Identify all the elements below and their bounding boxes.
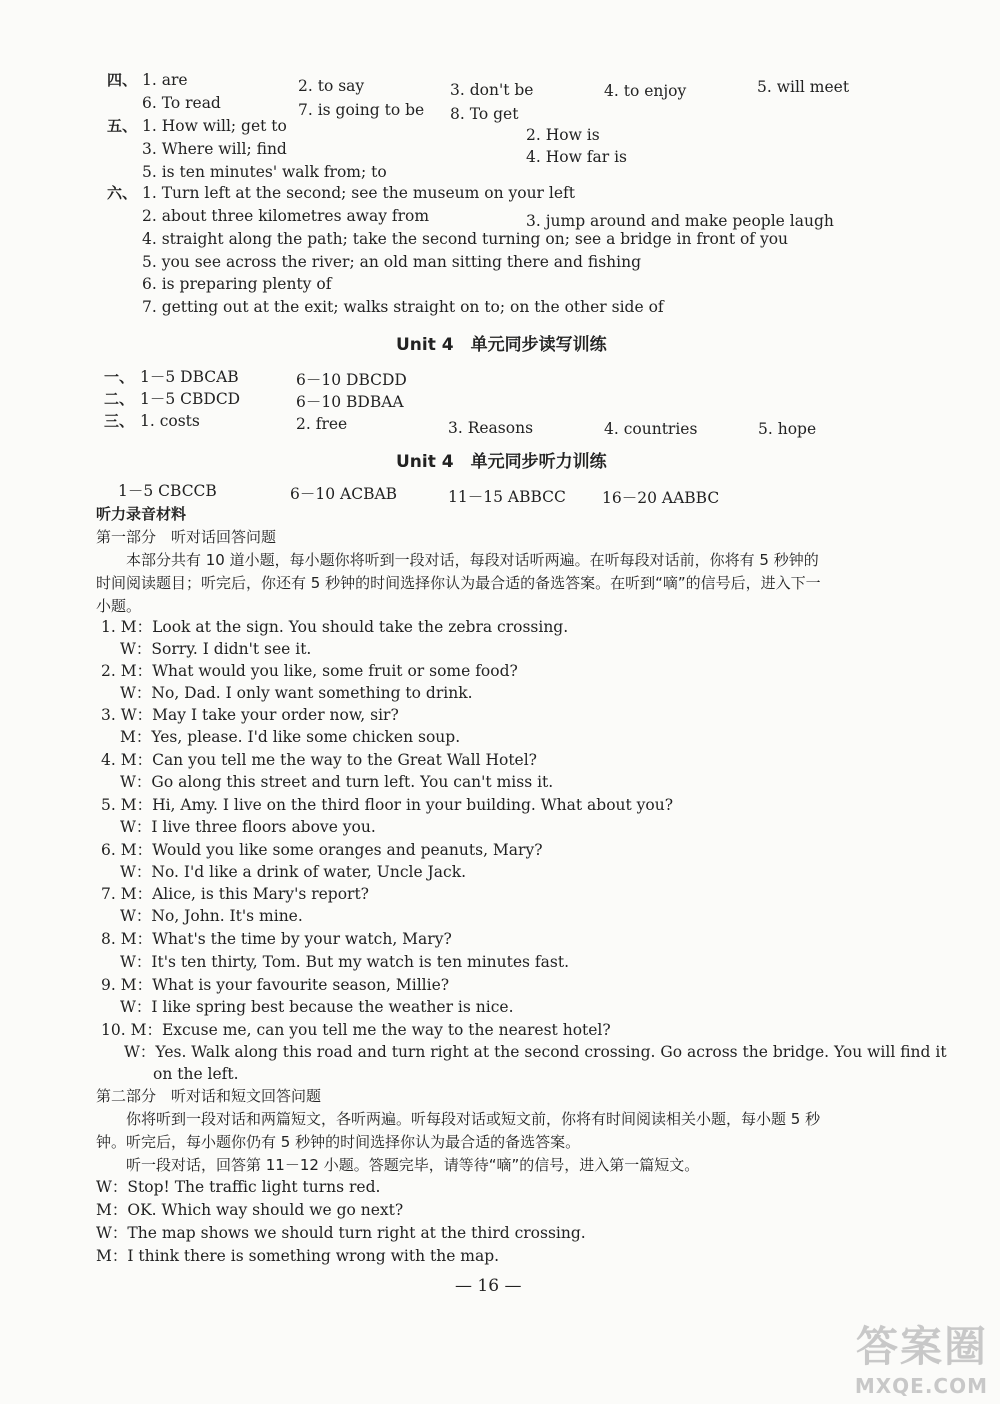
answer-4-6: 6. To read	[142, 94, 221, 112]
unit-ls-title: Unit 4 单元同步听力训练	[396, 452, 607, 472]
dialogue-line: on the left.	[153, 1065, 239, 1083]
answer-5-5: 5. is ten minutes' walk from; to	[142, 163, 387, 181]
answer-4-4: 4. to enjoy	[604, 82, 687, 100]
watermark-logo	[855, 1314, 988, 1398]
dialogue-line: W：It's ten thirty, Tom. But my watch is ten minutes fast.	[120, 953, 569, 971]
part-1-intro-line-2: 时间阅读题目；听完后，你还有 5 秒钟的时间选择你认为最合适的备选答案。在听到“嘀”的信号后，进入下一	[96, 574, 821, 592]
rw-answer-3-4: 4. countries	[604, 420, 698, 438]
material-title: 听力录音材料	[96, 505, 187, 523]
rw-answer-2-6-10: 6－10 BDBAA	[296, 393, 404, 411]
part-1-title: 第一部分 听对话回答问题	[96, 528, 277, 546]
answer-6-5: 5. you see across the river; an old man sitting there and fishing	[142, 253, 642, 271]
part-1-intro	[96, 549, 926, 618]
dialogue-line: 5. M：Hi, Amy. I live on the third floor in your building. What about you?	[101, 796, 674, 814]
rw-answer-3-2: 2. free	[296, 415, 348, 433]
dialogue-line: 6. M：Would you like some oranges and peanuts, Mary?	[101, 841, 543, 859]
dialogue-line: W：No, Dad. I only want something to drink.	[120, 684, 473, 702]
rw-section-3-label: 三、	[104, 412, 135, 430]
answer-6-3: 3. jump around and make people laugh	[526, 212, 834, 230]
dialogue-line: 3. W：May I take your order now, sir?	[101, 706, 399, 724]
dialogue-line: 7. M：Alice, is this Mary's report?	[101, 885, 369, 903]
answer-4-5: 5. will meet	[757, 78, 850, 96]
ls-answer-6-10: 6－10 ACBAB	[290, 485, 398, 503]
watermark-url: MXQE.COM	[854, 1374, 988, 1398]
answer-4-3: 3. don't be	[450, 81, 534, 99]
dialogue-line: 1. M：Look at the sign. You should take the zebra crossing.	[101, 618, 569, 636]
part-1-intro-line-3: 小题。	[96, 597, 142, 615]
answer-4-1: 1. are	[142, 71, 188, 89]
dialogue-2-line: M：I think there is something wrong with the map.	[96, 1247, 500, 1265]
rw-answer-3-1: 1. costs	[140, 412, 200, 430]
dialogue-line: W：No, John. It's mine.	[120, 907, 303, 925]
rw-answer-3-3: 3. Reasons	[448, 419, 534, 437]
part-1-intro-line-1: 本部分共有 10 道小题，每小题你将听到一段对话，每段对话听两遍。在听每段对话前，你将有 5 秒钟的	[126, 551, 819, 569]
dialogue-line: 9. M：What is your favourite season, Millie?	[101, 976, 450, 994]
section-6-label: 六、	[107, 184, 138, 202]
dialogue-line: M：Yes, please. I'd like some chicken soup.	[120, 728, 461, 746]
answer-5-2: 2. How is	[526, 126, 600, 144]
part-2-intro-line-1: 你将听到一段对话和两篇短文，各听两遍。听每段对话或短文前，你将有时间阅读相关小题，每小题 5 秒	[126, 1110, 821, 1128]
answer-6-7: 7. getting out at the exit; walks straight on to; on the other side of	[142, 298, 664, 316]
rw-section-1-label: 一、	[104, 368, 135, 386]
part-2-intro-line-3: 听一段对话，回答第 11－12 小题。答题完毕，请等待“嘀”的信号，进入第一篇短文。	[126, 1156, 700, 1174]
watermark-main: 答案圈	[855, 1322, 988, 1371]
answer-6-2: 2. about three kilometres away from	[142, 207, 430, 225]
rw-answer-1-5: 1－5 DBCAB	[140, 368, 239, 386]
rw-section-2-label: 二、	[104, 390, 135, 408]
ls-answer-11-15: 11－15 ABBCC	[448, 488, 566, 506]
dialogue-line: W：No. I'd like a drink of water, Uncle Jack.	[120, 863, 467, 881]
answer-4-8: 8. To get	[450, 105, 519, 123]
section-4-label: 四、	[107, 71, 138, 89]
dialogue-2-line: W：The map shows we should turn right at the third crossing.	[96, 1224, 586, 1242]
ls-answer-1-5: 1－5 CBCCB	[118, 482, 217, 500]
rw-answer-3-5: 5. hope	[758, 420, 817, 438]
answer-6-6: 6. is preparing plenty of	[142, 275, 332, 293]
rw-answer-6-10: 6－10 DBCDD	[296, 371, 407, 389]
dialogue-2-line: W：Stop! The traffic light turns red.	[96, 1178, 381, 1196]
dialogue-line: W：Sorry. I didn't see it.	[120, 640, 312, 658]
dialogue-line: W：Go along this street and turn left. You can't miss it.	[120, 773, 554, 791]
dialogue-line: 4. M：Can you tell me the way to the Great Wall Hotel?	[101, 751, 537, 769]
part-2-intro	[96, 1108, 926, 1177]
part-2-title: 第二部分 听对话和短文回答问题	[96, 1087, 322, 1105]
rw-answer-2-1-5: 1－5 CBDCD	[140, 390, 241, 408]
part-2-intro-line-2: 钟。听完后，每小题你仍有 5 秒钟的时间选择你认为最合适的备选答案。	[96, 1133, 581, 1151]
section-5-label: 五、	[107, 117, 138, 135]
dialogue-line: 8. M：What's the time by your watch, Mary?	[101, 930, 452, 948]
dialogue-line: 2. M：What would you like, some fruit or some food?	[101, 662, 518, 680]
ls-answer-16-20: 16－20 AABBC	[602, 489, 720, 507]
answer-4-2: 2. to say	[298, 77, 365, 95]
dialogue-line: W：I live three floors above you.	[120, 818, 376, 836]
answer-6-1: 1. Turn left at the second; see the museum on your left	[142, 184, 575, 202]
unit-rw-title: Unit 4 单元同步读写训练	[396, 335, 607, 355]
page-number: — 16 —	[455, 1276, 522, 1296]
dialogue-line: W：Yes. Walk along this road and turn right at the second crossing. Go across the bridge. You will find it	[124, 1043, 947, 1061]
dialogue-2-line: M：OK. Which way should we go next?	[96, 1201, 404, 1219]
answer-5-1: 1. How will; get to	[142, 117, 287, 135]
dialogue-line: W：I like spring best because the weather is nice.	[120, 998, 514, 1016]
dialogue-line: 10. M：Excuse me, can you tell me the way to the nearest hotel?	[101, 1021, 611, 1039]
answer-5-4: 4. How far is	[526, 148, 627, 166]
answer-4-7: 7. is going to be	[298, 101, 425, 119]
answer-6-4: 4. straight along the path; take the second turning on; see a bridge in front of you	[142, 230, 789, 248]
answer-5-3: 3. Where will; find	[142, 140, 287, 158]
